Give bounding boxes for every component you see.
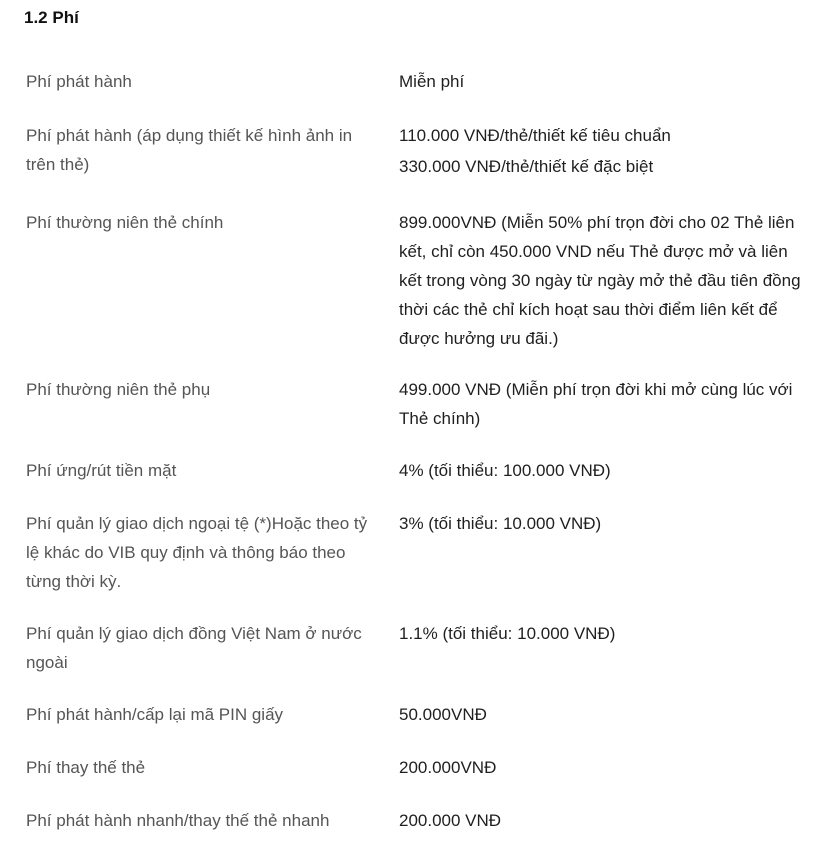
fee-value: 200.000 VNĐ — [399, 811, 502, 830]
fee-label: Phí ứng/rút tiền mặt — [26, 461, 177, 480]
fee-label: Phí thay thế thẻ — [26, 758, 146, 777]
fee-value — [399, 121, 811, 181]
fee-value-line: 330.000 VNĐ/thẻ/thiết kế đặc biệt — [399, 157, 654, 176]
fee-label: Phí thường niên thẻ phụ — [26, 380, 211, 399]
section-title: 1.2 Phí — [24, 8, 79, 27]
fee-value: 200.000VNĐ — [399, 758, 497, 777]
fee-value: 3% (tối thiểu: 10.000 VNĐ) — [399, 514, 602, 533]
fee-value: 499.000 VNĐ (Miễn phí trọn đời khi mở cùng lúc với Thẻ chính) — [399, 380, 793, 428]
fee-value — [399, 67, 811, 96]
fee-label: Phí quản lý giao dịch ngoại tệ (*)Hoặc theo tỷ lệ khác do VIB quy định và thông báo theo từng thời kỳ. — [26, 514, 368, 591]
fee-value: 899.000VNĐ (Miễn 50% phí trọn đời cho 02 Thẻ liên kết, chỉ còn 450.000 VND nếu Thẻ được mở và liên kết trong vòng 30 ngày từ ngày mở thẻ đầu tiên đồng thời các thẻ chỉ kích hoạt sau thời điểm liên kết để được hưởng ưu đãi.) — [399, 213, 801, 348]
fee-value: 4% (tối thiểu: 100.000 VNĐ) — [399, 461, 611, 480]
fee-label: Phí phát hành/cấp lại mã PIN giấy — [26, 705, 284, 724]
fee-label: Phí phát hành (áp dụng thiết kế hình ảnh in trên thẻ) — [26, 126, 353, 174]
fee-label: Phí quản lý giao dịch đồng Việt Nam ở nước ngoài — [26, 624, 362, 672]
fee-value-line: Miễn phí — [399, 72, 465, 91]
fee-label: Phí phát hành nhanh/thay thế thẻ nhanh — [26, 811, 330, 830]
fee-label: Phí phát hành — [26, 72, 132, 91]
fee-value: 50.000VNĐ — [399, 705, 487, 724]
fee-value: 1.1% (tối thiểu: 10.000 VNĐ) — [399, 624, 616, 643]
fee-value-line: 110.000 VNĐ/thẻ/thiết kế tiêu chuẩn — [399, 126, 671, 145]
fee-label: Phí thường niên thẻ chính — [26, 213, 224, 232]
